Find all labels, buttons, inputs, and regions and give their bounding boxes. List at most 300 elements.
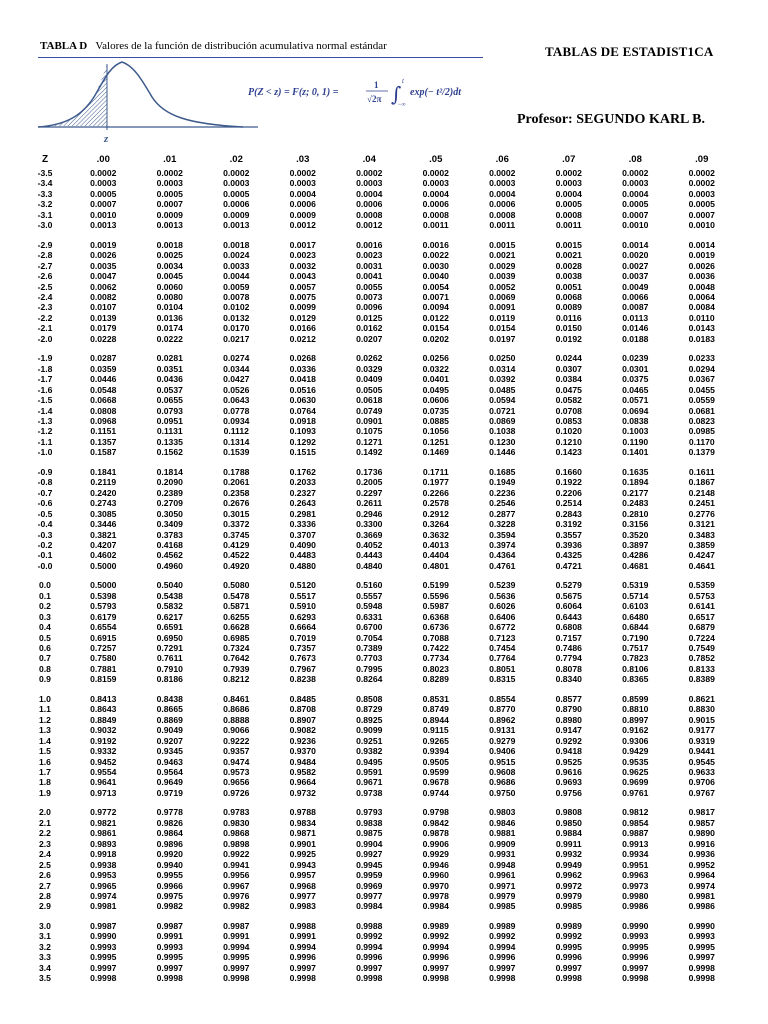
probability-cell: 0.0250 [489, 353, 516, 364]
probability-cell: 0.9994 [422, 941, 449, 952]
probability-cell: 0.0048 [688, 281, 715, 292]
probability-cell: 0.0192 [555, 333, 582, 344]
table-row [20, 952, 735, 962]
probability-cell: 0.0004 [622, 188, 649, 199]
probability-cell: 0.7794 [555, 653, 582, 664]
probability-cell: 0.0778 [223, 405, 250, 416]
probability-cell: 0.0005 [156, 188, 183, 199]
probability-cell: 0.0014 [688, 239, 715, 250]
probability-cell: 0.0375 [622, 374, 649, 385]
probability-cell: 0.0006 [289, 199, 316, 210]
probability-cell: 0.2546 [489, 498, 516, 509]
probability-cell: 0.0016 [356, 239, 383, 250]
probability-cell: 0.9345 [156, 746, 183, 757]
probability-cell: 0.0107 [90, 302, 117, 313]
probability-cell: 0.0594 [489, 395, 516, 406]
probability-cell: 0.0015 [489, 239, 516, 250]
z-value: 1.6 [39, 756, 51, 767]
probability-cell: 0.1131 [156, 426, 183, 437]
probability-cell: 0.4562 [156, 550, 183, 561]
z-value: -2.4 [37, 291, 53, 302]
probability-cell: 0.9826 [156, 817, 183, 828]
table-row [20, 757, 735, 767]
probability-cell: 0.9985 [489, 901, 516, 912]
probability-cell: 0.1357 [90, 436, 117, 447]
probability-cell: 0.4721 [555, 560, 582, 571]
probability-cell: 0.9591 [356, 767, 383, 778]
probability-cell: 0.9265 [422, 735, 449, 746]
probability-cell: 0.0823 [688, 415, 715, 426]
table-row [20, 643, 735, 653]
probability-cell: 0.9998 [356, 973, 383, 984]
probability-cell: 0.1867 [688, 477, 715, 488]
probability-cell: 0.0018 [223, 239, 250, 250]
table-row [20, 282, 735, 292]
probability-cell: 0.9945 [356, 859, 383, 870]
probability-cell: 0.3707 [289, 529, 316, 540]
z-value: -0.0 [37, 560, 53, 571]
probability-cell: 0.9973 [622, 880, 649, 891]
table-row [20, 653, 735, 663]
probability-cell: 0.0003 [223, 178, 250, 189]
probability-cell: 0.0007 [156, 199, 183, 210]
probability-cell: 0.0036 [688, 271, 715, 282]
probability-cell: 0.1335 [156, 436, 183, 447]
probability-cell: 0.4129 [223, 539, 250, 550]
probability-cell: 0.0869 [489, 415, 516, 426]
probability-cell: 0.9986 [688, 901, 715, 912]
probability-cell: 0.0003 [422, 178, 449, 189]
probability-cell: 0.0004 [356, 188, 383, 199]
table-row [20, 426, 735, 436]
probability-cell: 0.4681 [622, 560, 649, 571]
table-row [20, 704, 735, 714]
probability-cell: 0.5398 [90, 590, 117, 601]
probability-cell: 0.9990 [90, 931, 117, 942]
professor-name: Profesor: SEGUNDO KARL B. [517, 112, 705, 127]
z-value: 2.6 [39, 870, 51, 881]
z-value: -3.4 [37, 178, 53, 189]
probability-cell: 0.8925 [356, 714, 383, 725]
probability-cell: 0.0016 [422, 239, 449, 250]
probability-cell: 0.8133 [688, 663, 715, 674]
probability-cell: 0.9582 [289, 767, 316, 778]
z-value: 3.3 [39, 952, 51, 963]
probability-cell: 0.3594 [489, 529, 516, 540]
probability-cell: 0.5753 [688, 590, 715, 601]
probability-cell: 0.2389 [156, 487, 183, 498]
probability-cell: 0.0006 [422, 199, 449, 210]
probability-cell: 0.8790 [555, 704, 582, 715]
group-spacer [20, 344, 735, 353]
probability-cell: 0.3821 [90, 529, 117, 540]
probability-cell: 0.9115 [422, 725, 449, 736]
table-row [20, 818, 735, 828]
probability-cell: 0.0004 [555, 188, 582, 199]
probability-cell: 0.9484 [289, 756, 316, 767]
probability-cell: 0.5948 [356, 601, 383, 612]
probability-cell: 0.1075 [356, 426, 383, 437]
probability-cell: 0.1210 [555, 436, 582, 447]
probability-cell: 0.7611 [156, 653, 183, 664]
probability-cell: 0.3409 [156, 519, 183, 530]
probability-cell: 0.0040 [422, 271, 449, 282]
probability-cell: 0.9821 [90, 817, 117, 828]
probability-cell: 0.9993 [622, 931, 649, 942]
table-row [20, 302, 735, 312]
column-header: .09 [695, 153, 709, 165]
column-header: .04 [362, 153, 376, 165]
table-row [20, 509, 735, 519]
probability-cell: 0.4960 [156, 560, 183, 571]
probability-cell: 0.0011 [422, 220, 449, 231]
probability-cell: 0.9989 [555, 920, 582, 931]
probability-cell: 0.9989 [489, 920, 516, 931]
probability-cell: 0.2236 [489, 487, 516, 498]
probability-cell: 0.5120 [289, 580, 316, 591]
probability-cell: 0.2981 [289, 508, 316, 519]
table-row [20, 694, 735, 704]
probability-cell: 0.6985 [223, 632, 250, 643]
probability-cell: 0.4247 [688, 550, 715, 561]
probability-cell: 0.9406 [489, 746, 516, 757]
probability-cell: 0.9881 [489, 828, 516, 839]
probability-cell: 0.8078 [555, 663, 582, 674]
probability-cell: 0.9962 [555, 870, 582, 881]
probability-cell: 0.3300 [356, 519, 383, 530]
probability-cell: 0.3121 [688, 519, 715, 530]
probability-cell: 0.8962 [489, 714, 516, 725]
probability-cell: 0.2877 [489, 508, 516, 519]
probability-cell: 0.9946 [422, 859, 449, 870]
integral-lower: −∞ [398, 102, 406, 108]
probability-cell: 0.0012 [289, 220, 316, 231]
table-row [20, 591, 735, 601]
probability-cell: 0.0244 [555, 353, 582, 364]
table-row [20, 860, 735, 870]
table-row [20, 777, 735, 787]
probability-cell: 0.9686 [489, 777, 516, 788]
probability-cell: 0.3050 [156, 508, 183, 519]
probability-cell: 0.7764 [489, 653, 516, 664]
probability-cell: 0.8485 [289, 693, 316, 704]
column-header: .08 [628, 153, 642, 165]
formula-numerator: 1 [374, 80, 379, 90]
probability-cell: 0.9998 [688, 973, 715, 984]
probability-cell: 0.0037 [622, 271, 649, 282]
probability-cell: 0.6368 [422, 611, 449, 622]
probability-cell: 0.9641 [90, 777, 117, 788]
probability-cell: 0.9994 [223, 941, 250, 952]
probability-cell: 0.0136 [156, 312, 183, 323]
table-row [20, 178, 735, 188]
probability-cell: 0.0005 [622, 199, 649, 210]
probability-cell: 0.8643 [90, 704, 117, 715]
probability-cell: 0.0018 [156, 239, 183, 250]
probability-cell: 0.8289 [422, 674, 449, 685]
table-row [20, 973, 735, 983]
probability-cell: 0.3745 [223, 529, 250, 540]
probability-cell: 0.9452 [90, 756, 117, 767]
probability-cell: 0.0043 [289, 271, 316, 282]
probability-cell: 0.3085 [90, 508, 117, 519]
probability-cell: 0.4207 [90, 539, 117, 550]
document-title [40, 40, 387, 52]
probability-cell: 0.9463 [156, 756, 183, 767]
probability-cell: 0.9981 [90, 901, 117, 912]
table-row [20, 385, 735, 395]
probability-cell: 0.9207 [156, 735, 183, 746]
probability-cell: 0.9854 [622, 817, 649, 828]
probability-cell: 0.0838 [622, 415, 649, 426]
probability-cell: 0.8686 [223, 704, 250, 715]
probability-cell: 0.0708 [555, 405, 582, 416]
probability-cell: 0.9772 [90, 807, 117, 818]
probability-cell: 0.9913 [622, 838, 649, 849]
probability-cell: 0.0853 [555, 415, 582, 426]
table-row [20, 168, 735, 178]
z-value: 0.2 [39, 601, 51, 612]
z-value: 0.4 [39, 622, 51, 633]
probability-cell: 0.9706 [688, 777, 715, 788]
probability-cell: 0.2743 [90, 498, 117, 509]
probability-cell: 0.0212 [289, 333, 316, 344]
probability-cell: 0.0102 [223, 302, 250, 313]
probability-cell: 0.0054 [422, 281, 449, 292]
probability-cell: 0.2676 [223, 498, 250, 509]
probability-cell: 0.9952 [688, 859, 715, 870]
probability-cell: 0.9082 [289, 725, 316, 736]
probability-cell: 0.9991 [289, 931, 316, 942]
probability-cell: 0.9656 [223, 777, 250, 788]
table-row [20, 467, 735, 477]
table-row [20, 540, 735, 550]
table-row [20, 839, 735, 849]
table-row [20, 788, 735, 798]
column-header-row [20, 150, 735, 168]
probability-cell: 0.0735 [422, 405, 449, 416]
probability-cell: 0.2709 [156, 498, 183, 509]
probability-cell: 0.8365 [622, 674, 649, 685]
probability-cell: 0.0465 [622, 384, 649, 395]
probability-cell: 0.1170 [688, 436, 715, 447]
probability-cell: 0.8340 [555, 674, 582, 685]
z-value: 1.2 [39, 714, 51, 725]
probability-cell: 0.5714 [622, 590, 649, 601]
probability-cell: 0.8708 [289, 704, 316, 715]
probability-cell: 0.0013 [223, 220, 250, 231]
probability-cell: 0.0005 [555, 199, 582, 210]
table-row [20, 807, 735, 817]
z-value: -2.6 [37, 271, 53, 282]
probability-cell: 0.9890 [688, 828, 715, 839]
probability-cell: 0.0044 [223, 271, 250, 282]
probability-cell: 0.3156 [622, 519, 649, 530]
probability-cell: 0.1020 [555, 426, 582, 437]
normal-curve-figure [38, 58, 263, 148]
probability-cell: 0.7734 [422, 653, 449, 664]
probability-cell: 0.4880 [289, 560, 316, 571]
group-spacer [20, 458, 735, 467]
probability-cell: 0.0089 [555, 302, 582, 313]
probability-cell: 0.9966 [156, 880, 183, 891]
probability-cell: 0.8554 [489, 693, 516, 704]
probability-cell: 0.9788 [289, 807, 316, 818]
probability-cell: 0.2327 [289, 487, 316, 498]
probability-cell: 0.1922 [555, 477, 582, 488]
probability-cell: 0.7324 [223, 643, 250, 654]
integral-upper: t [402, 77, 404, 85]
probability-cell: 0.5832 [156, 601, 183, 612]
probability-cell: 0.0006 [489, 199, 516, 210]
table-row [20, 199, 735, 209]
table-row [20, 313, 735, 323]
table-row [20, 633, 735, 643]
probability-cell: 0.1515 [289, 447, 316, 458]
probability-cell: 0.9236 [289, 735, 316, 746]
group-spacer [20, 231, 735, 240]
probability-cell: 0.0170 [223, 323, 250, 334]
probability-cell: 0.9998 [422, 973, 449, 984]
probability-cell: 0.9995 [622, 941, 649, 952]
z-value: -2.7 [37, 260, 53, 271]
probability-cell: 0.0004 [422, 188, 449, 199]
probability-cell: 0.0015 [555, 239, 582, 250]
probability-cell: 0.0392 [489, 374, 516, 385]
probability-cell: 0.6480 [622, 611, 649, 622]
probability-cell: 0.2912 [422, 508, 449, 519]
probability-cell: 0.8888 [223, 714, 250, 725]
probability-cell: 0.3336 [289, 519, 316, 530]
probability-cell: 0.9861 [90, 828, 117, 839]
probability-cell: 0.0202 [422, 333, 449, 344]
probability-cell: 0.8238 [289, 674, 316, 685]
z-distribution-table [20, 150, 735, 984]
probability-cell: 0.9382 [356, 746, 383, 757]
probability-cell: 0.0268 [289, 353, 316, 364]
probability-cell: 0.0033 [223, 260, 250, 271]
probability-cell: 0.9992 [422, 931, 449, 942]
z-value: 1.4 [39, 735, 51, 746]
probability-cell: 0.0007 [90, 199, 117, 210]
probability-cell: 0.0099 [289, 302, 316, 313]
probability-cell: 0.0030 [422, 260, 449, 271]
probability-cell: 0.0003 [289, 178, 316, 189]
table-row [20, 550, 735, 560]
probability-cell: 0.0019 [688, 250, 715, 261]
probability-cell: 0.9441 [688, 746, 715, 757]
probability-cell: 0.0455 [688, 384, 715, 395]
probability-cell: 0.0003 [622, 178, 649, 189]
probability-cell: 0.0427 [223, 374, 250, 385]
probability-cell: 0.2810 [622, 508, 649, 519]
z-value: -1.5 [37, 395, 53, 406]
table-row [20, 240, 735, 250]
probability-cell: 0.0197 [489, 333, 516, 344]
probability-cell: 0.0010 [688, 220, 715, 231]
probability-cell: 0.0643 [223, 395, 250, 406]
probability-cell: 0.0287 [90, 353, 117, 364]
probability-cell: 0.9997 [223, 962, 250, 973]
z-value: -0.4 [37, 519, 53, 530]
probability-cell: 0.6950 [156, 632, 183, 643]
probability-cell: 0.9998 [223, 973, 250, 984]
z-value: 2.7 [39, 880, 51, 891]
probability-cell: 0.0013 [156, 220, 183, 231]
probability-cell: 0.1611 [688, 466, 715, 477]
probability-cell: 0.9783 [223, 807, 250, 818]
table-row [20, 292, 735, 302]
probability-cell: 0.0344 [223, 363, 250, 374]
group-spacer [20, 912, 735, 921]
z-value: -0.2 [37, 539, 53, 550]
probability-cell: 0.9994 [489, 941, 516, 952]
probability-cell: 0.9418 [555, 746, 582, 757]
probability-cell: 0.9834 [289, 817, 316, 828]
probability-cell: 0.0003 [489, 178, 516, 189]
probability-cell: 0.9997 [688, 952, 715, 963]
probability-cell: 0.8438 [156, 693, 183, 704]
probability-cell: 0.4052 [356, 539, 383, 550]
probability-cell: 0.9980 [622, 891, 649, 901]
probability-cell: 0.3192 [555, 519, 582, 530]
group-spacer [20, 571, 735, 580]
probability-cell: 0.9292 [555, 735, 582, 746]
probability-cell: 0.0017 [289, 239, 316, 250]
probability-cell: 0.9887 [622, 828, 649, 839]
probability-cell: 0.0166 [289, 323, 316, 334]
probability-cell: 0.9964 [688, 870, 715, 881]
probability-cell: 0.0336 [289, 363, 316, 374]
probability-cell: 0.9842 [422, 817, 449, 828]
table-label: TABLA D [40, 40, 88, 52]
probability-cell: 0.6179 [90, 611, 117, 622]
probability-cell: 0.0075 [289, 291, 316, 302]
probability-cell: 0.9857 [688, 817, 715, 828]
probability-cell: 0.9871 [289, 828, 316, 839]
probability-cell: 0.9904 [356, 838, 383, 849]
probability-cell: 0.9984 [422, 901, 449, 912]
probability-cell: 0.0475 [555, 384, 582, 395]
probability-cell: 0.9987 [90, 920, 117, 931]
probability-cell: 0.0027 [622, 260, 649, 271]
probability-cell: 0.7486 [555, 643, 582, 654]
probability-cell: 0.2061 [223, 477, 250, 488]
probability-cell: 0.9948 [489, 859, 516, 870]
probability-cell: 0.0008 [422, 209, 449, 220]
table-row [20, 963, 735, 973]
z-value: -2.8 [37, 250, 53, 261]
probability-cell: 0.9599 [422, 767, 449, 778]
probability-cell: 0.4013 [422, 539, 449, 550]
probability-cell: 0.9925 [289, 849, 316, 860]
probability-cell: 0.2177 [622, 487, 649, 498]
z-value: 1.3 [39, 725, 51, 736]
probability-cell: 0.9147 [555, 725, 582, 736]
probability-cell: 0.7088 [422, 632, 449, 643]
probability-cell: 0.3446 [90, 519, 117, 530]
probability-cell: 0.9756 [555, 787, 582, 798]
probability-cell: 0.2266 [422, 487, 449, 498]
probability-cell: 0.0010 [622, 220, 649, 231]
probability-cell: 0.9982 [223, 901, 250, 912]
integral-sign: ∫ [391, 82, 402, 106]
probability-cell: 0.9992 [489, 931, 516, 942]
probability-cell: 0.9015 [688, 714, 715, 725]
probability-cell: 0.0026 [688, 260, 715, 271]
probability-cell: 0.0918 [289, 415, 316, 426]
probability-cell: 0.0228 [90, 333, 117, 344]
